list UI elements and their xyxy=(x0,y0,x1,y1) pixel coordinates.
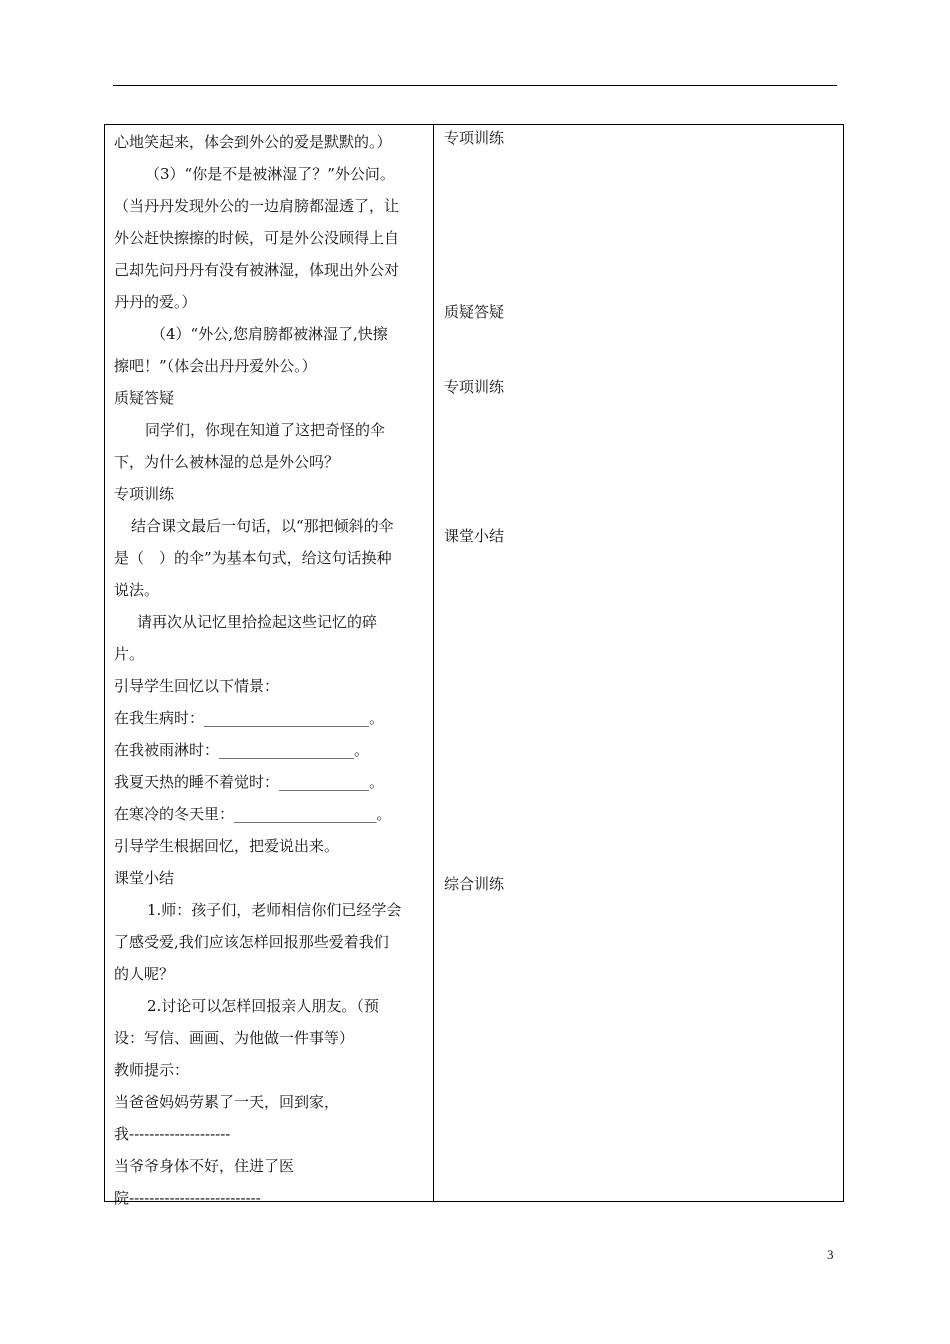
content-line: 擦吧！”（体会出丹丹爱外公。） xyxy=(114,357,317,375)
fill-blank-line: 我夏天热的睡不着觉时：____________。 xyxy=(114,773,385,791)
header-rule xyxy=(113,85,837,86)
lesson-content-column xyxy=(114,126,430,1214)
content-line: 己却先问丹丹有没有被淋湿，体现出外公对 xyxy=(114,261,400,279)
content-line: 当爸爸妈妈劳累了一天，回到家， xyxy=(114,1093,340,1111)
fill-blank-line: 在我生病时：______________________。 xyxy=(114,709,385,727)
section-heading-training: 专项训练 xyxy=(114,485,175,503)
fill-blank-line: 我-------------------- xyxy=(114,1125,231,1143)
stage-label-training: 专项训练 xyxy=(444,129,505,147)
content-line: 外公赶快擦擦的时候，可是外公没顾得上自 xyxy=(114,229,400,247)
content-line: 设：写信、画画、为他做一件事等） xyxy=(114,1029,355,1047)
fill-blank-line: 在我被雨淋时：__________________。 xyxy=(114,741,370,759)
content-line: 心地笑起来，体会到外公的爱是默默的。） xyxy=(114,133,392,151)
content-line: （4）“外公,您肩膀都被淋湿了,快擦 xyxy=(151,325,388,343)
section-heading-summary: 课堂小结 xyxy=(114,869,175,887)
content-line: 片。 xyxy=(114,645,145,663)
stage-label-training-2: 专项训练 xyxy=(444,378,505,396)
content-line: 同学们，你现在知道了这把奇怪的伞 xyxy=(145,421,386,439)
content-line: 1.师：孩子们，老师相信你们已经学会 xyxy=(147,901,402,919)
content-line: 丹丹的爱。） xyxy=(114,293,197,311)
column-divider xyxy=(433,124,434,1202)
stage-label-comprehensive: 综合训练 xyxy=(444,875,505,893)
content-line: 请再次从记忆里拾捡起这些记忆的碎 xyxy=(137,613,378,631)
section-heading-qa: 质疑答疑 xyxy=(114,389,175,407)
content-line: 教师提示： xyxy=(114,1061,190,1079)
content-line: 说法。 xyxy=(114,581,160,599)
content-line: 引导学生根据回忆，把爱说出来。 xyxy=(114,837,340,855)
content-line: （3）“你是不是被淋湿了？”外公问。 xyxy=(145,165,395,183)
content-line: 当爷爷身体不好，住进了医 xyxy=(114,1157,295,1175)
page-number: 3 xyxy=(827,1247,834,1262)
content-line: 2.讨论可以怎样回报亲人朋友。（预 xyxy=(147,997,379,1015)
stage-label-qa: 质疑答疑 xyxy=(444,303,505,321)
content-line: 的人呢？ xyxy=(114,965,175,983)
stage-label-summary: 课堂小结 xyxy=(444,527,505,545)
content-line: 结合课文最后一句话，以“那把倾斜的伞 xyxy=(131,517,394,535)
fill-blank-line: 在寒冷的冬天里：___________________。 xyxy=(114,805,392,823)
content-line: 引导学生回忆以下情景： xyxy=(114,677,280,695)
content-line: （当丹丹发现外公的一边肩膀都湿透了，让 xyxy=(114,197,400,215)
content-line: 是（ ）的伞”为基本句式，给这句话换种 xyxy=(114,549,392,567)
content-line: 下，为什么被林湿的总是外公吗？ xyxy=(114,453,340,471)
fill-blank-line: 院-------------------------- xyxy=(114,1189,261,1207)
content-line: 了感受爱,我们应该怎样回报那些爱着我们 xyxy=(114,933,389,951)
